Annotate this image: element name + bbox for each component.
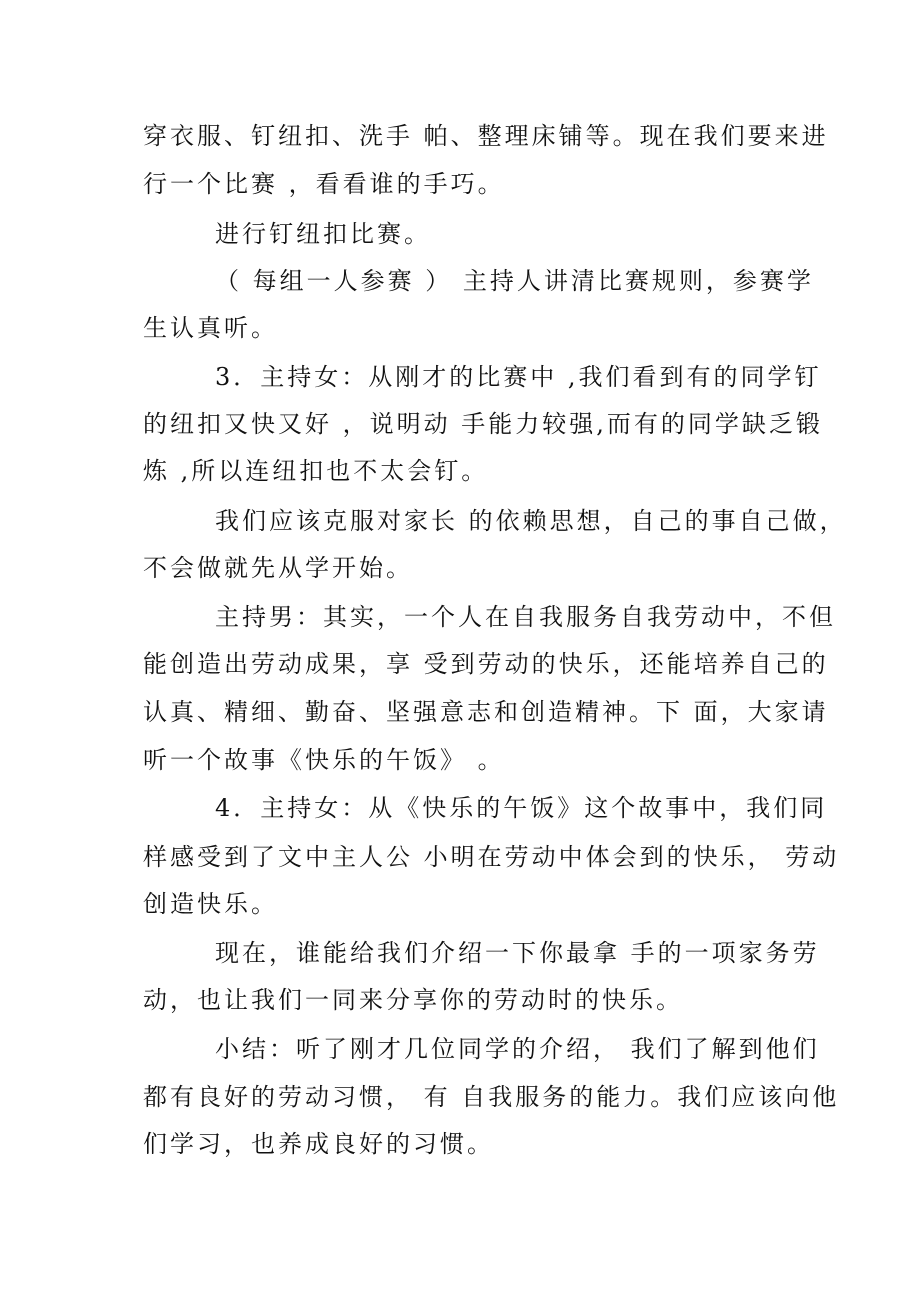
text-line: 现在，谁能给我们介绍一下你最拿 手的一项家务劳	[215, 939, 820, 967]
text-line: 我们应该克服对家长 的依赖思想，自己的事自己做，	[215, 507, 847, 535]
text-line: 不会做就先从学开始。	[143, 554, 413, 582]
text-line: 行一个比赛 ，看看谁的手巧。	[143, 170, 505, 198]
text-line: 创造快乐。	[143, 890, 278, 918]
text-line: 听一个故事《快乐的午饭》 。	[143, 746, 505, 774]
text-line: 进行钉纽扣比赛。	[215, 220, 431, 248]
text-line: 都有良好的劳动习惯， 有 自我服务的能力。我们应该向他	[143, 1083, 840, 1111]
text-line: 穿衣服、钉纽扣、洗手 帕、整理床铺等。现在我们要来进	[143, 122, 829, 150]
text-line: （ 每组一人参赛 ） 主持人讲清比赛规则，参赛学	[215, 267, 814, 295]
text-line: 们学习，也养成良好的习惯。	[143, 1130, 494, 1158]
text-line: 认真、精细、勤奋、坚强意志和创造精神。下 面，大家请	[143, 698, 829, 726]
text-line: 4．主持女：从《快乐的午饭》这个故事中，我们同	[215, 794, 828, 822]
text-line: 炼 ,所以连纽扣也不太会钉。	[143, 457, 489, 485]
text-line: 主持男：其实，一个人在自我服务自我劳动中，不但	[215, 603, 836, 631]
text-line: 小结：听了刚才几位同学的介绍， 我们了解到他们	[215, 1035, 820, 1063]
text-line: 生认真听。	[143, 314, 278, 342]
text-line: 的纽扣又快又好 ，说明动 手能力较强,而有的同学缺乏锻	[143, 410, 823, 438]
text-line: 能创造出劳动成果，享 受到劳动的快乐，还能培养自己的	[143, 650, 829, 678]
text-line: 动，也让我们一同来分享你的劳动时的快乐。	[143, 986, 683, 1014]
text-line: 样感受到了文中主人公 小明在劳动中体会到的快乐， 劳动	[143, 843, 840, 871]
text-line: 3．主持女：从刚才的比赛中 ,我们看到有的同学钉	[215, 363, 822, 391]
